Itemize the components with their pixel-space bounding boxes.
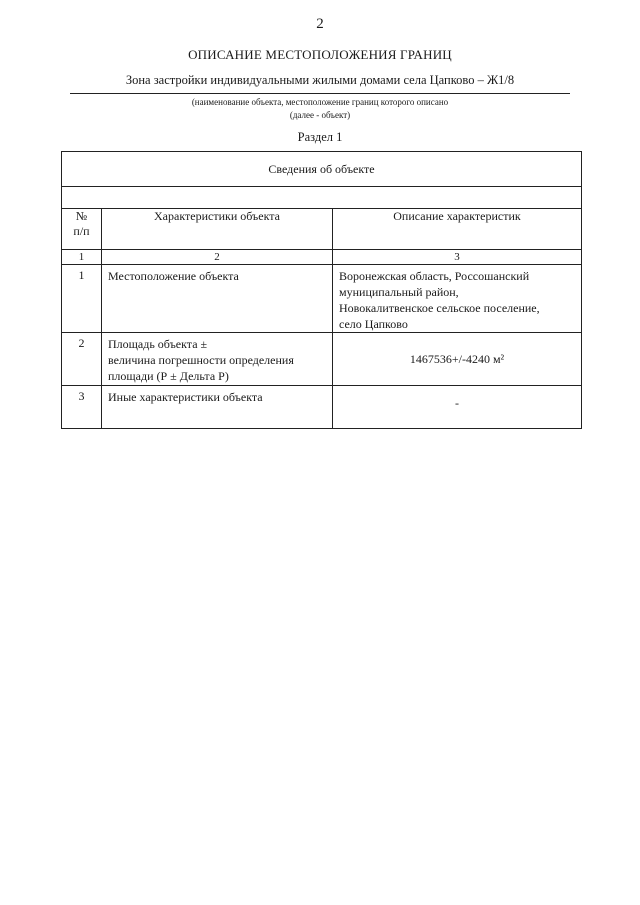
table-title-row [62,152,582,187]
table-row [62,386,582,429]
object-name: Зона застройки индивидуальными жилыми домами села Цапково – Ж1/8 [125,73,515,87]
characteristic-line: величина погрешности определения [108,353,294,367]
document-title: ОПИСАНИЕ МЕСТОПОЛОЖЕНИЯ ГРАНИЦ [188,47,452,62]
row-description [333,265,582,333]
description-line: муниципальный район, [339,285,459,299]
index-cell: 1 [62,250,102,265]
row-description: 1467536+/-4240 м² [333,333,582,386]
description-line: село Цапково [339,317,408,331]
header-characteristics: Характеристики объекта [102,209,333,250]
row-number: 3 [62,386,102,429]
header-num [62,209,102,250]
row-characteristic: Иные характеристики объекта [102,386,333,429]
characteristic-line: Площадь объекта ± [108,337,208,351]
caption-line-1: (наименование объекта, местоположение границ которого описано [191,97,449,107]
table-header-row [62,209,582,250]
empty-cell [62,187,582,209]
header-description: Описание характеристик [333,209,582,250]
description-line: Новокалитвенское сельское поселение, [339,301,540,315]
row-characteristic [102,333,333,386]
object-name-underline [70,93,570,94]
object-info-table [61,151,582,429]
row-characteristic: Местоположение объекта [102,265,333,333]
row-number: 2 [62,333,102,386]
characteristic-line: площади (Р ± Дельта Р) [108,369,229,383]
row-description: - [333,386,582,429]
row-number: 1 [62,265,102,333]
table-empty-row [62,187,582,209]
header-num-line-2: п/п [73,224,90,238]
section-heading: Раздел 1 [297,130,343,144]
index-cell: 3 [333,250,582,265]
table-row [62,333,582,386]
caption-line-2: (далее - объект) [289,110,351,120]
index-cell: 2 [102,250,333,265]
table-row [62,265,582,333]
description-line: Воронежская область, Россошанский [339,269,530,283]
table-title: Сведения об объекте [62,152,582,187]
header-num-line-1: № [75,209,88,223]
object-name-caption [0,96,640,122]
table-index-row [62,250,582,265]
page-number: 2 [316,16,324,32]
